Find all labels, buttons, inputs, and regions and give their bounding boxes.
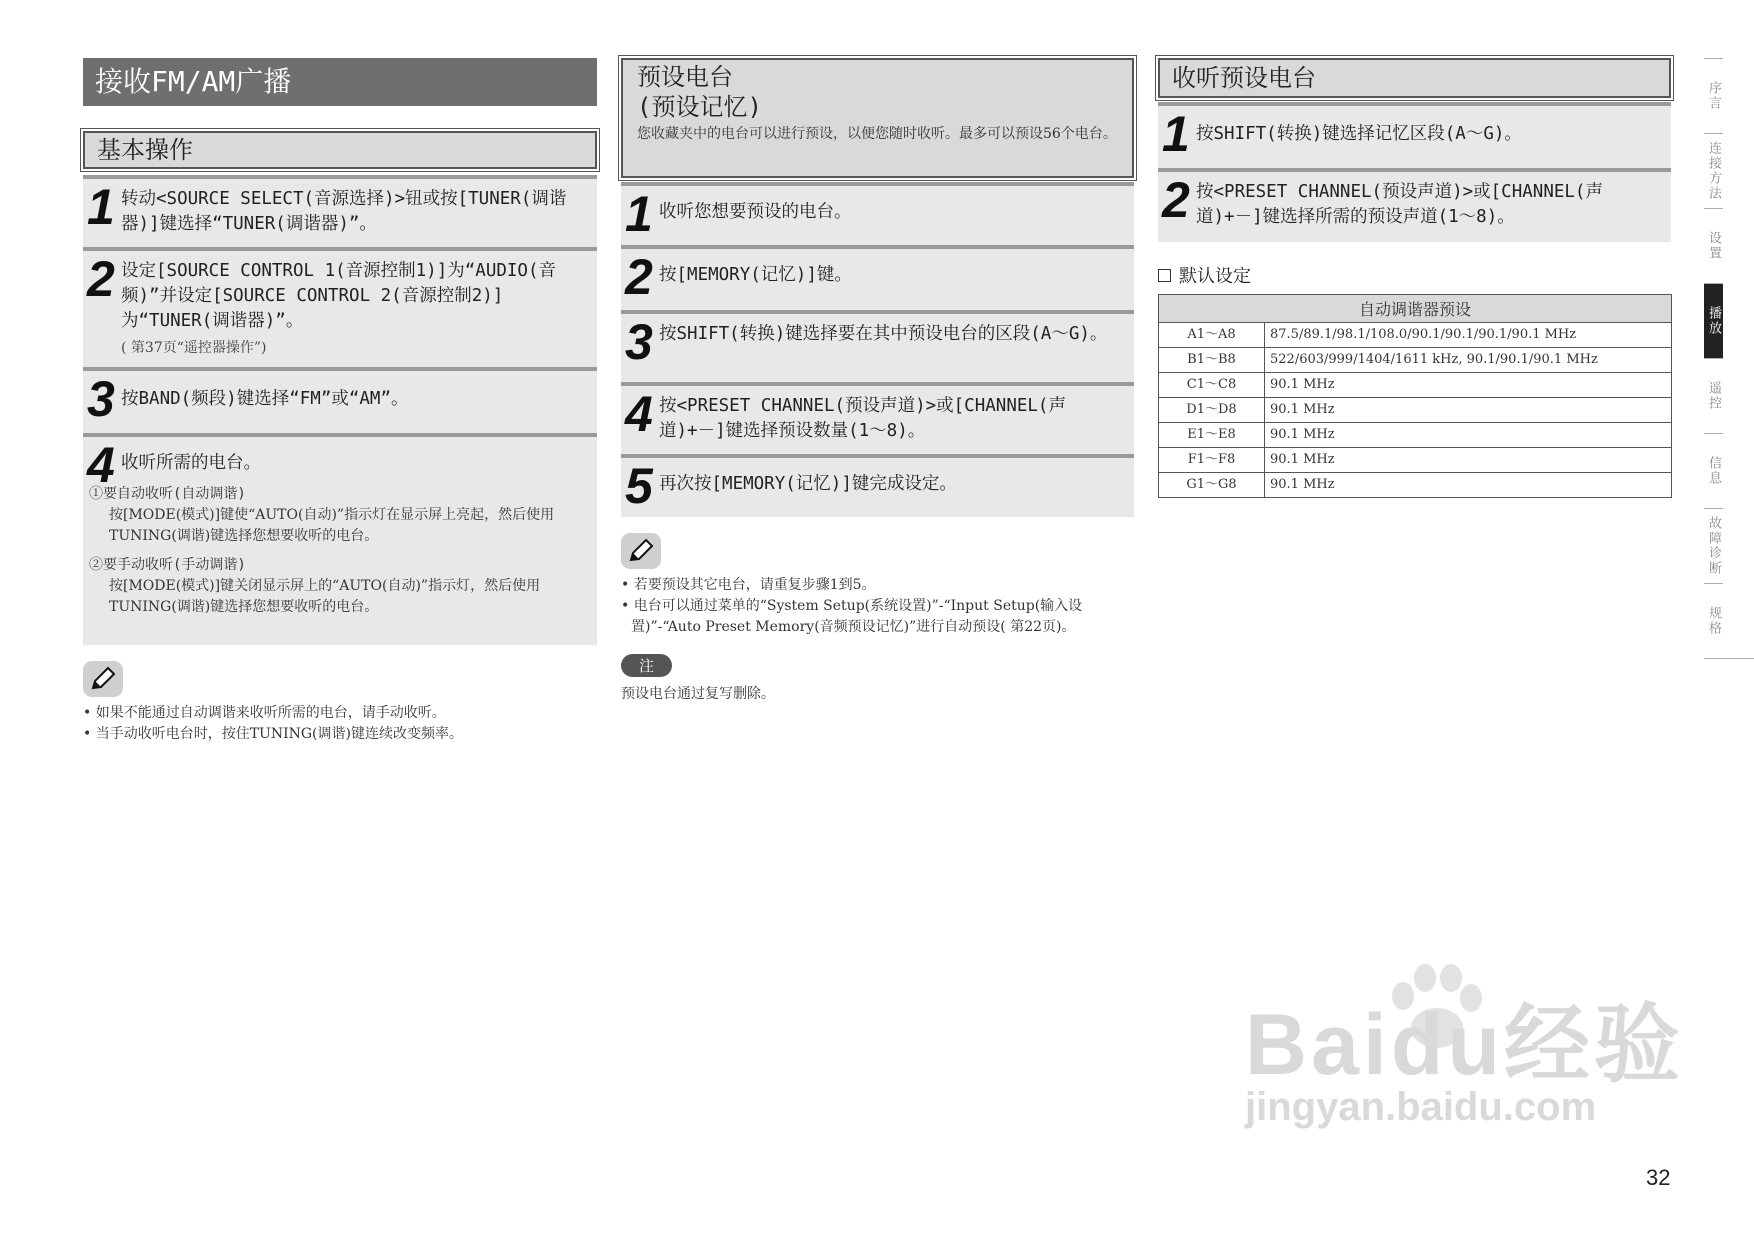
manual-tuning-body: 按[MODE(模式)]键关闭显示屏上的“AUTO(自动)”指示灯，然后使用TUNING(调谐)键选择您想要收听的电台。 bbox=[109, 578, 541, 615]
step-4 bbox=[83, 433, 597, 645]
side-tab-bar bbox=[1704, 58, 1754, 659]
step-number: 1 bbox=[625, 186, 653, 242]
row-value: 90.1 MHz bbox=[1265, 373, 1672, 398]
checkbox-icon bbox=[1158, 269, 1171, 282]
row-key: F1～F8 bbox=[1159, 448, 1265, 473]
manual-tuning-title: ②要手动收听(手动调谐) bbox=[89, 557, 246, 573]
step-4 bbox=[621, 382, 1134, 454]
note-item: • 当手动收听电台时，按住TUNING(调谐)键连续改变频率。 bbox=[83, 726, 463, 742]
step-text: 按SHIFT(转换)键选择记忆区段(A～G)。 bbox=[1196, 124, 1522, 144]
step-number: 2 bbox=[1162, 172, 1190, 228]
step-text: 转动<SOURCE SELECT(音源选择)>钮或按[TUNER(调谐器)]键选择“TUNER(调谐器)”。 bbox=[121, 189, 567, 234]
step-5 bbox=[621, 454, 1134, 517]
step-number: 3 bbox=[87, 371, 115, 427]
step-number: 1 bbox=[1162, 106, 1190, 162]
step-3 bbox=[83, 367, 597, 433]
step-text: 再次按[MEMORY(记忆)]键完成设定。 bbox=[659, 474, 957, 494]
step-number: 5 bbox=[625, 458, 653, 514]
step-text: 设定[SOURCE CONTROL 1(音源控制1)]为“AUDIO(音频)”并设定[SOURCE CONTROL 2(音源控制2)]为“TUNER(调谐器)”。 bbox=[121, 261, 557, 331]
watermark-url: jingyan.baidu.com bbox=[1245, 1085, 1597, 1129]
table-row bbox=[1159, 448, 1672, 473]
tab-preface[interactable]: 序言 bbox=[1704, 58, 1723, 133]
row-value: 90.1 MHz bbox=[1265, 448, 1672, 473]
default-settings-heading bbox=[1158, 262, 1671, 288]
tab-connection[interactable]: 连接方法 bbox=[1704, 133, 1723, 208]
step-number: 1 bbox=[87, 179, 115, 235]
table-row bbox=[1159, 373, 1672, 398]
auto-tuning bbox=[89, 484, 589, 547]
note-text: 预设电台通过复写删除。 bbox=[621, 686, 775, 702]
step-number: 4 bbox=[625, 386, 653, 442]
step-2 bbox=[1158, 168, 1671, 242]
row-key: A1～A8 bbox=[1159, 323, 1265, 348]
manual-tuning bbox=[89, 555, 589, 618]
tab-information[interactable]: 信息 bbox=[1704, 433, 1723, 508]
left-notes bbox=[83, 703, 597, 745]
preset-table bbox=[1158, 294, 1672, 498]
left-column bbox=[83, 58, 597, 745]
step-number: 4 bbox=[87, 437, 115, 493]
row-value: 90.1 MHz bbox=[1265, 423, 1672, 448]
tab-specifications[interactable]: 规格 bbox=[1704, 583, 1723, 658]
step-2 bbox=[83, 247, 597, 367]
right-column bbox=[1158, 58, 1671, 498]
row-value: 90.1 MHz bbox=[1265, 398, 1672, 423]
row-key: C1～C8 bbox=[1159, 373, 1265, 398]
step-1 bbox=[1158, 102, 1671, 168]
default-settings-label: 默认设定 bbox=[1179, 266, 1251, 287]
row-value: 87.5/89.1/98.1/108.0/90.1/90.1/90.1/90.1 MHz bbox=[1265, 323, 1672, 348]
step-number: 2 bbox=[87, 251, 115, 307]
note-item: • 电台可以通过菜单的“System Setup(系统设置)”-“Input Setup(输入设置)”-“Auto Preset Memory(音频预设记忆)”进行自动预设( 第22页)。 bbox=[621, 598, 1083, 635]
note-item: • 若要预设其它电台，请重复步骤1到5。 bbox=[621, 577, 876, 593]
middle-column bbox=[621, 58, 1134, 703]
pencil-icon bbox=[83, 661, 123, 697]
page-reference: ( 第37页“遥控器操作”) bbox=[121, 340, 267, 356]
step-text: 按[MEMORY(记忆)]键。 bbox=[659, 265, 852, 285]
table-row bbox=[1159, 473, 1672, 498]
row-key: B1～B8 bbox=[1159, 348, 1265, 373]
tab-remote[interactable]: 遥控 bbox=[1704, 358, 1723, 433]
note-item: • 如果不能通过自动调谐来收听所需的电台，请手动收听。 bbox=[83, 705, 446, 721]
step-1 bbox=[621, 182, 1134, 245]
table-row bbox=[1159, 398, 1672, 423]
note-badge: 注 bbox=[621, 654, 672, 677]
section-title-line1: 预设电台 bbox=[637, 63, 733, 91]
pencil-icon bbox=[621, 533, 661, 569]
table-header: 自动调谐器预设 bbox=[1159, 295, 1672, 323]
row-key: G1～G8 bbox=[1159, 473, 1265, 498]
section-title-listen: 收听预设电台 bbox=[1158, 58, 1671, 98]
section-title-basic: 基本操作 bbox=[83, 131, 597, 169]
step-text: 按SHIFT(转换)键选择要在其中预设电台的区段(A～G)。 bbox=[659, 324, 1108, 344]
step-text: 按BAND(频段)键选择“FM”或“AM”。 bbox=[121, 389, 409, 409]
step-text: 按<PRESET CHANNEL(预设声道)>或[CHANNEL(声道)+－]键选择预设数量(1～8)。 bbox=[659, 396, 1066, 441]
auto-tuning-body: 按[MODE(模式)]键使“AUTO(自动)”指示灯在显示屏上亮起，然后使用TUNING(调谐)键选择您想要收听的电台。 bbox=[109, 507, 555, 544]
step-text: 按<PRESET CHANNEL(预设声道)>或[CHANNEL(声道)+－]键选择所需的预设声道(1～8)。 bbox=[1196, 182, 1603, 227]
step-number: 3 bbox=[625, 314, 653, 370]
table-row bbox=[1159, 423, 1672, 448]
row-key: D1～D8 bbox=[1159, 398, 1265, 423]
step-number: 2 bbox=[625, 249, 653, 305]
table-row bbox=[1159, 348, 1672, 373]
tab-playback[interactable]: 播放 bbox=[1704, 283, 1723, 358]
step-text: 收听您想要预设的电台。 bbox=[659, 202, 852, 222]
step-3 bbox=[621, 310, 1134, 382]
step-2 bbox=[621, 245, 1134, 310]
tab-troubleshooting[interactable]: 故障诊断 bbox=[1704, 508, 1723, 583]
tab-setup[interactable]: 设置 bbox=[1704, 208, 1723, 283]
section-title-preset bbox=[621, 58, 1134, 178]
middle-notes bbox=[621, 575, 1134, 638]
section-description: 您收藏夹中的电台可以进行预设，以便您随时收听。最多可以预设56个电台。 bbox=[637, 126, 1117, 142]
step-1 bbox=[83, 175, 597, 247]
row-value: 522/603/999/1404/1611 kHz, 90.1/90.1/90.1 MHz bbox=[1265, 348, 1672, 373]
table-row bbox=[1159, 323, 1672, 348]
row-key: E1～E8 bbox=[1159, 423, 1265, 448]
watermark bbox=[1245, 975, 1684, 1130]
step-text: 收听所需的电台。 bbox=[121, 453, 261, 473]
page-title: 接收FM/AM广播 bbox=[83, 58, 597, 106]
auto-tuning-title: ①要自动收听(自动调谐) bbox=[89, 486, 246, 502]
section-title-line2: (预设记忆) bbox=[637, 93, 762, 121]
row-value: 90.1 MHz bbox=[1265, 473, 1672, 498]
watermark-main: Baidu经验 bbox=[1245, 997, 1684, 1093]
page-number: 32 bbox=[1646, 1165, 1671, 1190]
